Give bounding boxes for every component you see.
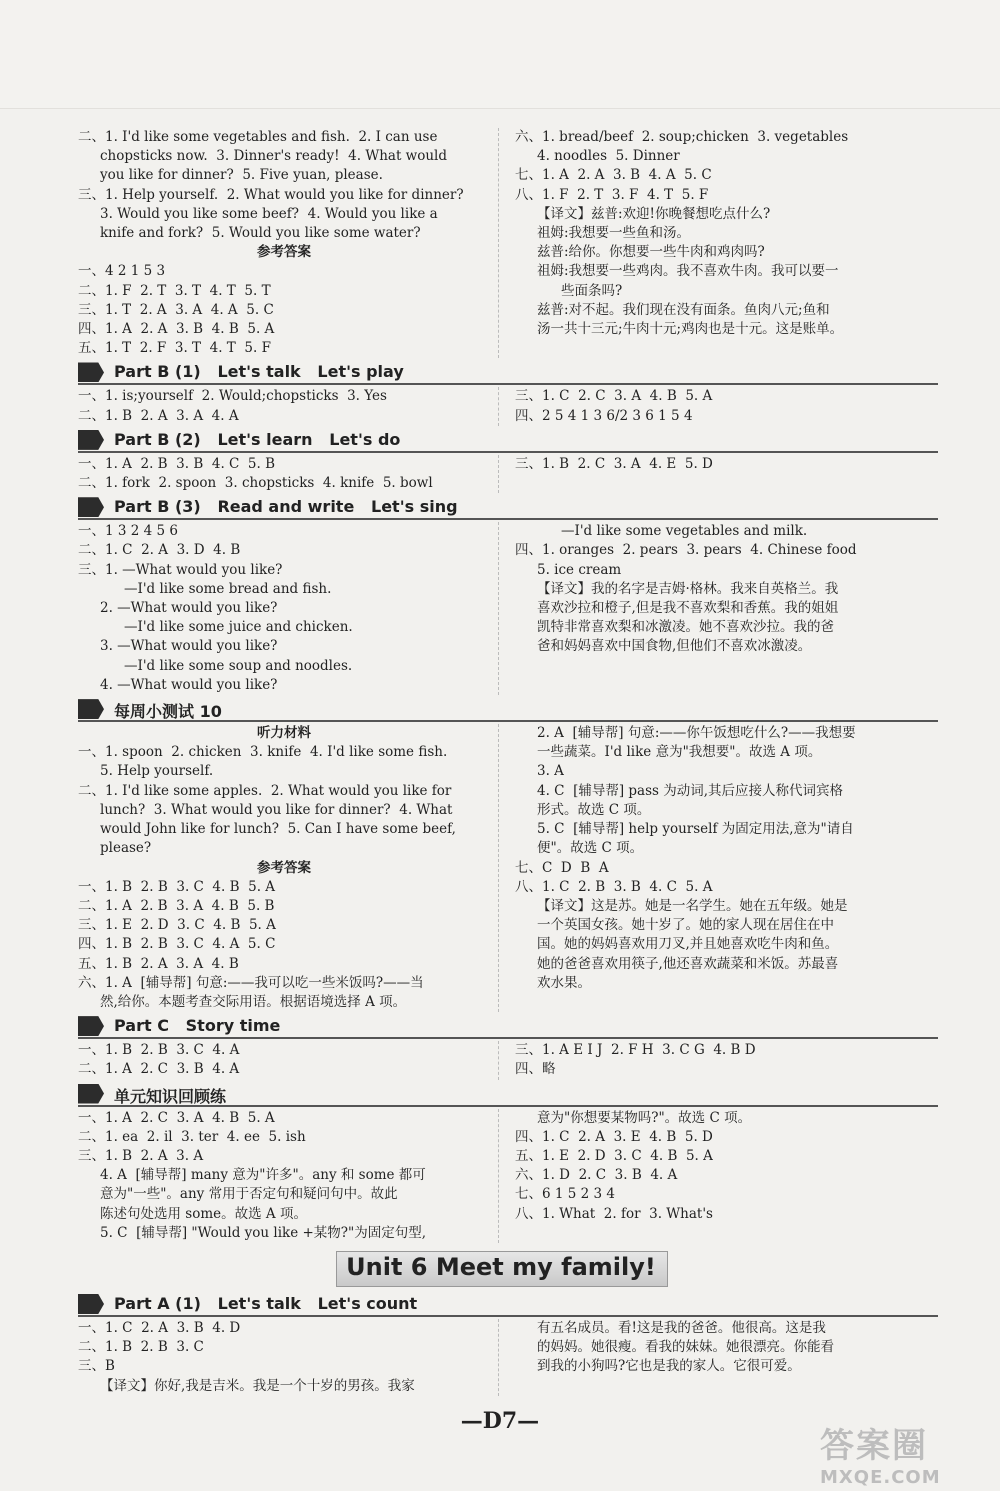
section-title: Part B (3) Read and write Let's sing [114,497,458,517]
right-column [498,1319,938,1396]
answer-line: 八、1. C 2. B 3. B 4. C 5. A [515,878,713,895]
answer-line: —I'd like some vegetables and milk. [561,523,808,540]
flag-icon [78,430,104,450]
left-column [78,1319,498,1396]
page-number: —D7— [460,1408,540,1434]
answer-line: 二、1. fork 2. spoon 3. chopsticks 4. knife 5. bowl [78,475,433,492]
answer-section [78,1015,938,1079]
right-column [498,724,938,1012]
answer-line: 五、1. T 2. F 3. T 4. T 5. F [78,340,271,357]
answer-line: 三、1. B 2. C 3. A 4. E 5. D [515,455,713,472]
answer-line: 意为"一些"。any 常用于否定句和疑问句中。故此 [100,1186,398,1203]
answer-line: 二、1. C 2. A 3. D 4. B [78,542,241,559]
answer-line: 三、1. E 2. D 3. C 4. B 5. A [78,917,276,934]
answer-line: 祖姆:我想要一些鸡肉。我不喜欢牛肉。我可以要一 [537,263,839,280]
answer-line: 一个英国女孩。她十岁了。她的家人现在居住在中 [537,917,834,934]
section-header [78,1083,938,1107]
answer-section [78,1293,938,1396]
answer-line: 欢水果。 [537,974,591,991]
answer-line: 爸和妈妈喜欢中国食物,但他们不喜欢冰激凌。 [537,638,812,655]
answer-line: 三、1. Help yourself. 2. What would you like for dinner? [78,186,464,203]
answer-line: 意为"你想要某物吗?"。故选 C 项。 [537,1109,752,1126]
answer-line: 七、1. A 2. A 3. B 4. A 5. C [515,167,712,184]
answer-line: 二、1. ea 2. il 3. ter 4. ee 5. ish [78,1128,306,1145]
answer-line: 二、1. A 2. C 3. B 4. A [78,1061,240,1078]
flag-icon [78,1294,104,1314]
answer-line: 3. —What would you like? [100,638,278,655]
section-title: 单元知识回顾练 [114,1086,227,1106]
answer-line: you like for dinner? 5. Five yuan, please. [100,167,383,184]
answer-line: 四、1. C 2. A 3. E 4. B 5. D [515,1128,713,1145]
answer-line: would John like for lunch? 5. Can I have some beef, [100,821,456,838]
section-header [78,361,938,385]
answer-line: 一、1. is;yourself 2. Would;chopsticks 3. Yes [78,388,387,405]
watermark-url: MXQE.COM [820,1467,941,1488]
answer-line: 三、1. T 2. A 3. A 4. A 5. C [78,301,274,318]
answer-line: 陈述句处选用 some。故选 A 项。 [100,1205,307,1222]
answer-line: 六、1. A [辅导帮] 句意:——我可以吃一些米饭吗?——当 [78,974,424,991]
answer-line: 有五名成员。看!这是我的爸爸。他很高。这是我 [537,1319,826,1336]
answer-line: 兹普:给你。你想要一些牛肉和鸡肉吗? [537,244,765,261]
answer-line: 3. A [537,763,564,780]
left-column [78,1109,498,1243]
right-column [498,455,938,493]
answer-line: 二、1. I'd like some apples. 2. What would you like for [78,782,452,799]
left-column [78,455,498,493]
answer-line: 国。她的妈妈喜欢用刀叉,并且她喜欢吃牛肉和鱼。 [537,936,839,953]
answer-line: 三、1. —What would you like? [78,561,283,578]
answer-line: 七、C D B A [515,859,609,876]
flag-icon [78,699,104,719]
right-column [498,387,938,425]
answer-line: 【译文】这是苏。她是一名学生。她在五年级。她是 [537,897,848,914]
section-header [78,1293,938,1317]
answer-line: 4. noodles 5. Dinner [537,148,680,165]
answer-line: 【译文】兹普:欢迎!你晚餐想吃点什么? [537,205,771,222]
answer-line: 便"。故选 C 项。 [537,840,644,857]
answer-section [78,361,938,425]
section-header [78,496,938,520]
section-header [78,698,938,722]
answer-line: —I'd like some soup and noodles. [124,657,353,674]
section-title: Part B (1) Let's talk Let's play [114,362,404,382]
right-column [498,1109,938,1243]
answer-line: 一、1. B 2. B 3. C 4. A [78,1042,240,1059]
answer-line: 四、2 5 4 1 3 6/2 3 6 1 5 4 [515,407,693,424]
section-title: Part A (1) Let's talk Let's count [114,1293,418,1313]
answer-line: 一、1. C 2. A 3. B 4. D [78,1319,241,1336]
answer-line: 八、1. What 2. for 3. What's [515,1205,713,1222]
flag-icon [78,362,104,382]
answer-line: 2. —What would you like? [100,600,278,617]
answer-line: 二、1. B 2. A 3. A 4. A [78,407,239,424]
unit-title-banner [78,1249,938,1289]
answer-line: 她的爸爸喜欢用筷子,他还喜欢蔬菜和米饭。苏最喜 [537,955,839,972]
answer-line: 形式。故选 C 项。 [537,801,651,818]
answer-line: 然,给你。本题考查交际用语。根据语境选择 A 项。 [100,993,407,1010]
answer-line: 一、1. A 2. B 3. B 4. C 5. B [78,455,276,472]
watermark [820,1418,990,1488]
answer-section [78,429,938,493]
answer-line: 的妈妈。她很瘦。看我的妹妹。她很漂亮。你能看 [537,1339,834,1356]
subheading: 参考答案 [257,859,311,876]
subheading: 听力材料 [257,725,311,742]
answer-line: 【译文】我的名字是吉姆·格林。我来自英格兰。我 [537,580,839,597]
right-column [498,522,938,695]
flag-icon [78,497,104,517]
answer-line: 祖姆:我想要一些鱼和汤。 [537,225,691,242]
unit-title: Unit 6 Meet my family! [346,1252,656,1281]
answer-line: 五、1. E 2. D 3. C 4. B 5. A [515,1147,713,1164]
answer-line: please? [100,840,152,857]
section-title: 每周小测试 10 [114,702,222,722]
answer-line: knife and fork? 5. Would you like some water? [100,225,421,242]
answer-section [78,496,938,695]
answer-line: 一、1. spoon 2. chicken 3. knife 4. I'd like some fish. [78,744,448,761]
right-column [498,1041,938,1079]
answer-section [78,698,938,1012]
answer-line: lunch? 3. What would you like for dinner? 4. What [100,801,453,818]
answer-line: 一、4 2 1 5 3 [78,263,166,280]
answer-line: —I'd like some juice and chicken. [124,619,353,636]
left-column [78,1041,498,1079]
answer-line: 三、B [78,1358,115,1375]
answer-line: 到我的小狗吗?它也是我的家人。它很可爱。 [537,1358,801,1375]
answer-line: 七、6 1 5 2 3 4 [515,1186,615,1203]
answer-line: 六、1. D 2. C 3. B 4. A [515,1167,678,1184]
top-margin [0,0,1000,109]
subheading: 参考答案 [257,244,311,261]
answer-line: 5. ice cream [537,561,622,578]
answer-line: 八、1. F 2. T 3. F 4. T 5. F [515,186,709,203]
answer-line: 四、1. A 2. A 3. B 4. B 5. A [78,321,275,338]
answer-line: 4. —What would you like? [100,676,278,693]
answer-line: 四、1. oranges 2. pears 3. pears 4. Chinese food [515,542,857,559]
answer-line: 四、略 [515,1061,556,1078]
section-title: Part B (2) Let's learn Let's do [114,429,401,449]
left-column [78,724,498,1012]
answer-line: 兹普:对不起。我们现在没有面条。鱼肉八元;鱼和 [537,301,830,318]
answer-line: 一、1. A 2. C 3. A 4. B 5. A [78,1109,275,1126]
left-column [78,522,498,695]
answer-line: 二、1. I'd like some vegetables and fish. 2. I can use [78,129,438,145]
answer-line: 三、1. C 2. C 3. A 4. B 5. A [515,388,713,405]
answer-line: 2. A [辅导帮] 句意:——你午饭想吃什么?——我想要 [537,725,856,742]
answer-line: 五、1. B 2. A 3. A 4. B [78,955,239,972]
answer-line: 喜欢沙拉和橙子,但是我不喜欢梨和香蕉。我的姐姐 [537,600,839,617]
answer-line: 一、1 3 2 4 5 6 [78,523,178,540]
answer-line: 5. C [辅导帮] help yourself 为固定用法,意为"请自 [537,821,854,838]
answer-line: 凯特非常喜欢梨和冰激凌。她不喜欢沙拉。我的爸 [537,619,834,636]
answer-section [78,1083,938,1243]
answer-key-content [78,128,938,1396]
answer-line: 汤一共十三元;牛肉十元;鸡肉也是十元。这是账单。 [537,321,844,338]
answer-line: chopsticks now. 3. Dinner's ready! 4. What would [100,148,447,165]
left-column [78,128,498,358]
answer-line: 4. A [辅导帮] many 意为"许多"。any 和 some 都可 [100,1167,426,1184]
answer-line: 二、1. B 2. B 3. C [78,1339,204,1356]
answer-line: 【译文】你好,我是吉米。我是一个十岁的男孩。我家 [100,1377,415,1394]
section-header [78,429,938,453]
answer-line: —I'd like some bread and fish. [124,580,332,597]
answer-line: 二、1. A 2. B 3. A 4. B 5. B [78,897,275,914]
answer-section [78,128,938,358]
flag-icon [78,1084,104,1104]
answer-line: 5. Help yourself. [100,763,214,780]
answer-line: 六、1. bread/beef 2. soup;chicken 3. vegetables [515,129,849,145]
answer-line: 4. C [辅导帮] pass 为动词,其后应接人称代词宾格 [537,782,844,799]
left-column [78,387,498,425]
right-column [498,128,938,358]
answer-line: 3. Would you like some beef? 4. Would you like a [100,205,438,222]
answer-line: 三、1. A E I J 2. F H 3. C G 4. B D [515,1042,756,1059]
flag-icon [78,1016,104,1036]
answer-line: 一、1. B 2. B 3. C 4. B 5. A [78,878,276,895]
answer-line: 5. C [辅导帮] "Would you like +某物?"为固定句型, [100,1224,427,1241]
answer-line: 二、1. F 2. T 3. T 4. T 5. T [78,282,271,299]
section-title: Part C Story time [114,1016,281,1036]
answer-line: 一些蔬菜。I'd like 意为"我想要"。故选 A 项。 [537,744,822,761]
section-header [78,1015,938,1039]
watermark-logo: 答案圈 [820,1426,928,1466]
answer-line: 四、1. B 2. B 3. C 4. A 5. C [78,936,276,953]
answer-line: 三、1. B 2. A 3. A [78,1147,204,1164]
answer-line: 些面条吗? [561,282,623,299]
